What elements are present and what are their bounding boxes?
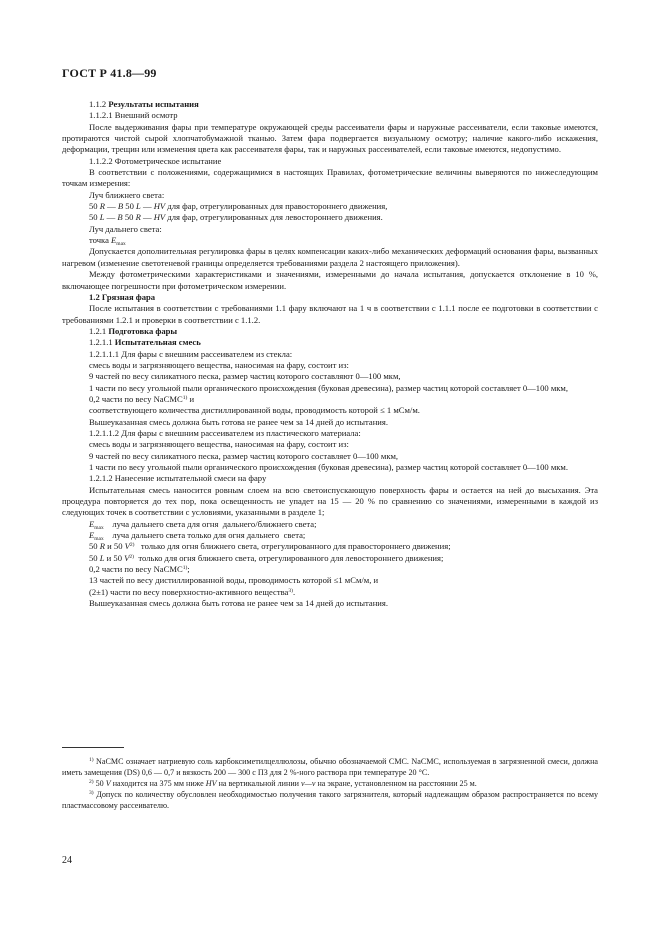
paragraph: Между фотометрическими характеристиками и значениями, измеренными до начала испытания, допускается отклонение в 10 %, включающее погрешности при фотометрическом измерении. xyxy=(62,269,598,291)
paragraph: Испытательная смесь наносится ровным слоем на всю светоиспускающую поверхность фары и остается на ней до высыхания. Эта процедура повторяется до тех пор, пока освещенность не упадет на 15 — 20 % по сравнению со значениями, измеренными в каждой из следующих точек в соответствии с условиями, указанными в разделе 1; xyxy=(62,484,598,518)
paragraph: Допускается дополнительная регулировка фары в целях компенсации каких-либо механических деформаций основания фары, вызванных нагревом (изменение светотеневой границы определяется требованиями раздела 2 настоящего приложения). xyxy=(62,246,598,268)
measurement-point: $E_{max}$ луча дальнего света только для огня дальнего света; xyxy=(89,530,306,543)
paragraph: В соответствии с положениями, содержащимися в настоящих Правилах, фотометрические величины выверяются по нижеследующим точкам измерения: xyxy=(62,167,598,189)
paragraph: 1.2.1.1.2 Для фары с внешним рассеивателем из пластического материала: xyxy=(89,427,361,438)
subsection-heading: 1.1.2.2 Фотометрическое испытание xyxy=(89,155,222,166)
paragraph: Вышеуказанная смесь должна быть готова не ранее чем за 14 дней до испытания. xyxy=(89,598,389,609)
paragraph: смесь воды и загрязняющего вещества, наносимая на фару, состоит из: xyxy=(89,439,349,450)
measurement-points-line: 50 L — B 50 R — HV для фар, отрегулированных для левостороннего движения. xyxy=(89,212,383,223)
list-item: 9 частей по весу силикатного песка, размер частиц которого составляет 0—100 мкм, xyxy=(89,450,399,461)
paragraph: Луч дальнего света: xyxy=(89,223,162,234)
measurement-points-line: 50 R — B 50 L — HV для фар, отрегулированных для правостороннего движения, xyxy=(89,201,388,212)
footnote-3: $^{3)}$ Допуск по количеству обусловлен необходимостью получения такого загрязнителя, который надлежащим образом распространяется по всему пластмассовому рассеивателю. xyxy=(62,790,598,810)
section-heading: 1.2 Грязная фара xyxy=(89,291,156,302)
subsection-heading: 1.2.1.1 Испытательная смесь xyxy=(89,337,201,348)
list-item: 1 части по весу угольной пыли органического происхождения (буковая древесина), размер частиц которой составляет 0—100 мкм. xyxy=(89,462,569,472)
measurement-point: 50 L и 50 $V^{2)}$ только для огня ближнего света, отрегулированного для левостороннего движения; xyxy=(89,552,444,563)
footnote-1: $^{1)}$ NaCMC означает натриевую соль карбоксиметилцеллюлозы, обычно обозначаемой CMC. NaCMC, используемая в загрязненной смеси, должна иметь замещения (DS) 0,6 — 0,7 и вязкость 200 — 300 с ПЗ для 2 %-ного раствора при температуре 20 °С. xyxy=(62,757,598,777)
list-item: 13 частей по весу дистиллированной воды, проводимость которой ≤1 мСм/м, и xyxy=(89,575,379,586)
paragraph: Вышеуказанная смесь должна быть готова не ранее чем за 14 дней до испытания. xyxy=(89,416,389,427)
measurement-point: точка $E_{max}$ xyxy=(89,235,126,248)
list-item: 0,2 части по весу NaCMC$^{1)}$ и xyxy=(89,393,195,404)
footnote-2: $^{2)}$ 50 V находится на 375 мм ниже HV на вертикальной линии v—v на экране, установленном на расстоянии 25 м. xyxy=(89,779,477,788)
document-body xyxy=(62,99,598,609)
section-heading: 1.1.2 Результаты испытания xyxy=(89,99,199,109)
paragraph: смесь воды и загрязняющего вещества, наносимая на фару, состоит из: xyxy=(89,359,349,370)
paragraph: После испытания в соответствии с требованиями 1.1 фару включают на 1 ч в соответствии с 1.1.1 после ее подготовки в соответствии с требованиями 1.2.1 и проверки в соответствии с 1.1.2. xyxy=(62,303,598,325)
measurement-point: $E_{max}$ луча дальнего света для огня дальнего/ближнего света; xyxy=(89,518,317,531)
list-item: 0,2 части по весу NaCMC$^{1)}$; xyxy=(89,564,190,575)
list-item: (2±1) части по весу поверхностно-активного вещества$^{3)}$. xyxy=(89,586,296,597)
paragraph: 1.2.1.1.1 Для фары с внешним рассеивателем из стекла: xyxy=(89,348,293,359)
subsection-heading: 1.1.2.1 Внешний осмотр xyxy=(89,110,178,121)
footnotes xyxy=(62,756,598,811)
subsection-heading: 1.2.1 Подготовка фары xyxy=(89,325,178,336)
paragraph: После выдерживания фары при температуре окружающей среды рассеиватели фары и наружные рассеиватели, если таковые имеются, протираются чистой сырой хлопчатобумажной тканью. Затем фара подвергается визуальному осмотру; наличие какого-либо искажения, деформации, трещин или изменения цвета как рассеивателя фары, так и наружных рассеивателей, если таковые имеются, недопустимо. xyxy=(62,121,598,155)
list-item: 1 части по весу угольной пыли органического происхождения (буковая древесина), размер частиц которой составляет 0—100 мкм, xyxy=(89,382,569,393)
footnote-divider xyxy=(62,747,124,748)
paragraph: Луч ближнего света: xyxy=(89,189,165,200)
document-header: ГОСТ Р 41.8—99 xyxy=(62,66,157,80)
list-item: соответствующего количества дистиллированной воды, проводимость которой ≤ 1 мСм/м. xyxy=(89,405,420,416)
measurement-point: 50 R и 50 $V^{2)}$ только для огня ближнего света, отрегулированного для правостороннего движения; xyxy=(89,541,451,552)
subsection-heading: 1.2.1.2 Нанесение испытательной смеси на фару xyxy=(89,473,267,484)
list-item: 9 частей по весу силикатного песка, размер частиц которого составляют 0—100 мкм, xyxy=(89,371,401,382)
page-number: 24 xyxy=(62,855,72,866)
